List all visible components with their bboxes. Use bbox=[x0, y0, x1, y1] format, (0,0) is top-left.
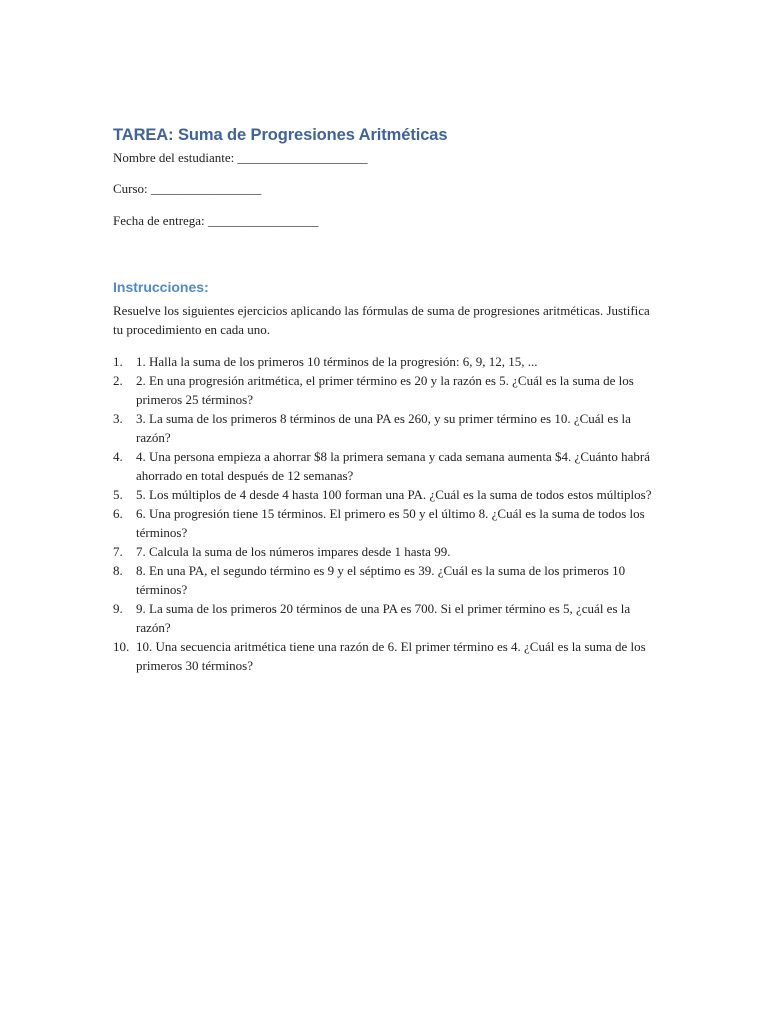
exercise-item bbox=[113, 371, 658, 409]
exercise-item bbox=[113, 352, 658, 371]
exercise-number: 9. bbox=[113, 601, 123, 616]
exercise-item bbox=[113, 485, 658, 504]
exercise-item bbox=[113, 637, 658, 675]
exercise-number: 4. bbox=[113, 449, 123, 464]
exercise-text: 1. Halla la suma de los primeros 10 términos de la progresión: 6, 9, 12, 15, ... bbox=[136, 354, 538, 369]
student-name-field: Nombre del estudiante: ____________________ bbox=[113, 150, 368, 165]
instructions-text: Resuelve los siguientes ejercicios aplicando las fórmulas de suma de progresiones aritméticas. Justifica tu procedimiento en cada uno. bbox=[113, 303, 650, 337]
exercise-number: 5. bbox=[113, 487, 123, 502]
document-title: TAREA: Suma de Progresiones Aritméticas bbox=[113, 126, 448, 144]
exercise-text: 9. La suma de los primeros 20 términos de una PA es 700. Si el primer término es 5, ¿cuál es la razón? bbox=[136, 601, 631, 635]
exercise-number: 7. bbox=[113, 544, 123, 559]
exercise-item bbox=[113, 504, 658, 542]
exercise-text: 6. Una progresión tiene 15 términos. El primero es 50 y el último 8. ¿Cuál es la suma de todos los términos? bbox=[136, 506, 645, 540]
exercise-item bbox=[113, 561, 658, 599]
exercise-text: 8. En una PA, el segundo término es 9 y el séptimo es 39. ¿Cuál es la suma de los primeros 10 términos? bbox=[136, 563, 626, 597]
exercise-number: 3. bbox=[113, 411, 123, 426]
exercise-text: 10. Una secuencia aritmética tiene una razón de 6. El primer término es 4. ¿Cuál es la suma de los primeros 30 términos? bbox=[136, 639, 646, 673]
course-field: Curso: _________________ bbox=[113, 181, 262, 196]
exercise-number: 1. bbox=[113, 354, 123, 369]
exercise-number: 6. bbox=[113, 506, 123, 521]
due-date-field: Fecha de entrega: _________________ bbox=[113, 213, 319, 228]
exercise-number: 8. bbox=[113, 563, 123, 578]
exercise-text: 3. La suma de los primeros 8 términos de una PA es 260, y su primer término es 10. ¿Cuál es la razón? bbox=[136, 411, 631, 445]
exercise-item bbox=[113, 542, 658, 561]
instructions-heading: Instrucciones: bbox=[113, 279, 209, 295]
exercise-list bbox=[113, 352, 658, 675]
exercise-text: 4. Una persona empieza a ahorrar $8 la primera semana y cada semana aumenta $4. ¿Cuánto habrá ahorrado en total después de 12 semanas? bbox=[136, 449, 650, 483]
exercise-text: 2. En una progresión aritmética, el primer término es 20 y la razón es 5. ¿Cuál es la suma de los primeros 25 términos? bbox=[136, 373, 634, 407]
exercise-number: 10. bbox=[113, 639, 130, 654]
document-page bbox=[113, 124, 658, 675]
exercise-item bbox=[113, 409, 658, 447]
exercise-item bbox=[113, 599, 658, 637]
exercise-text: 7. Calcula la suma de los números impares desde 1 hasta 99. bbox=[136, 544, 451, 559]
exercise-number: 2. bbox=[113, 373, 123, 388]
exercise-text: 5. Los múltiplos de 4 desde 4 hasta 100 forman una PA. ¿Cuál es la suma de todos estos múltiplos? bbox=[136, 487, 652, 502]
exercise-item bbox=[113, 447, 658, 485]
